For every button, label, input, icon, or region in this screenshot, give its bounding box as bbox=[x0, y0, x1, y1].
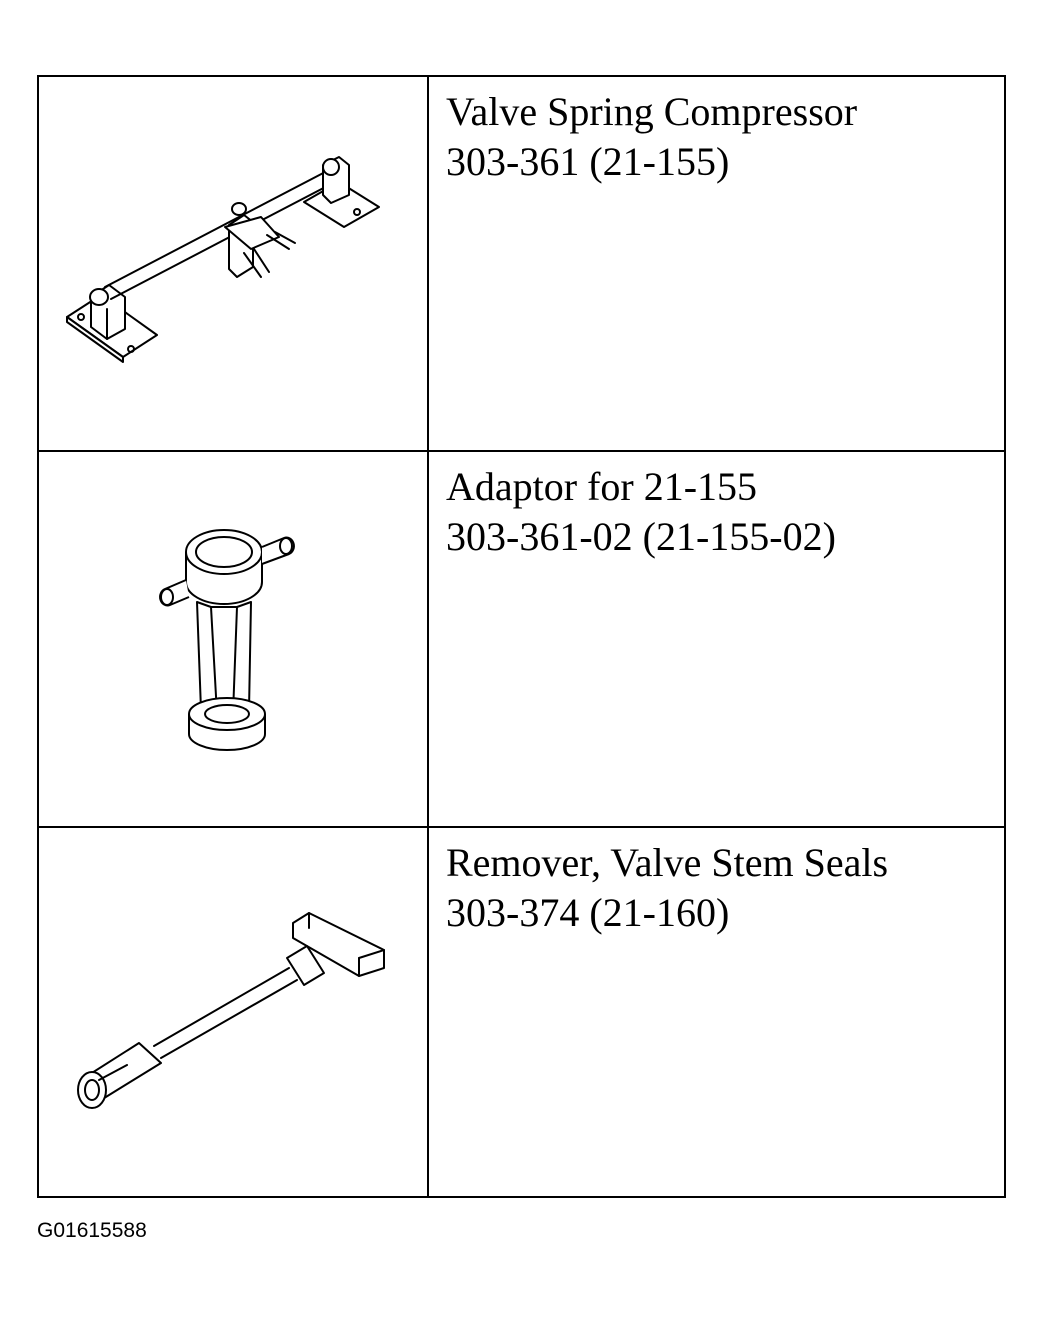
tool-name: Valve Spring Compressor bbox=[446, 89, 858, 134]
tool-part-number: 303-374 (21-160) bbox=[446, 890, 730, 935]
tool-name: Remover, Valve Stem Seals bbox=[446, 840, 889, 885]
tool-part-number: 303-361 (21-155) bbox=[446, 139, 730, 184]
tool-part-number: 303-361-02 (21-155-02) bbox=[446, 514, 836, 559]
tool-description-cell bbox=[429, 452, 1004, 828]
tool-image-cell bbox=[39, 828, 429, 1196]
figure-id: G01615588 bbox=[37, 1219, 147, 1242]
tool-description-cell bbox=[429, 828, 1004, 1196]
tool-image-cell bbox=[39, 452, 429, 828]
adaptor-illustration bbox=[39, 452, 429, 828]
valve-stem-seal-remover-illustration bbox=[39, 828, 429, 1196]
tool-description-cell bbox=[429, 77, 1004, 452]
special-tools-table bbox=[37, 75, 1006, 1198]
tool-name: Adaptor for 21-155 bbox=[446, 464, 758, 509]
valve-spring-compressor-illustration bbox=[39, 77, 429, 452]
tool-image-cell bbox=[39, 77, 429, 452]
